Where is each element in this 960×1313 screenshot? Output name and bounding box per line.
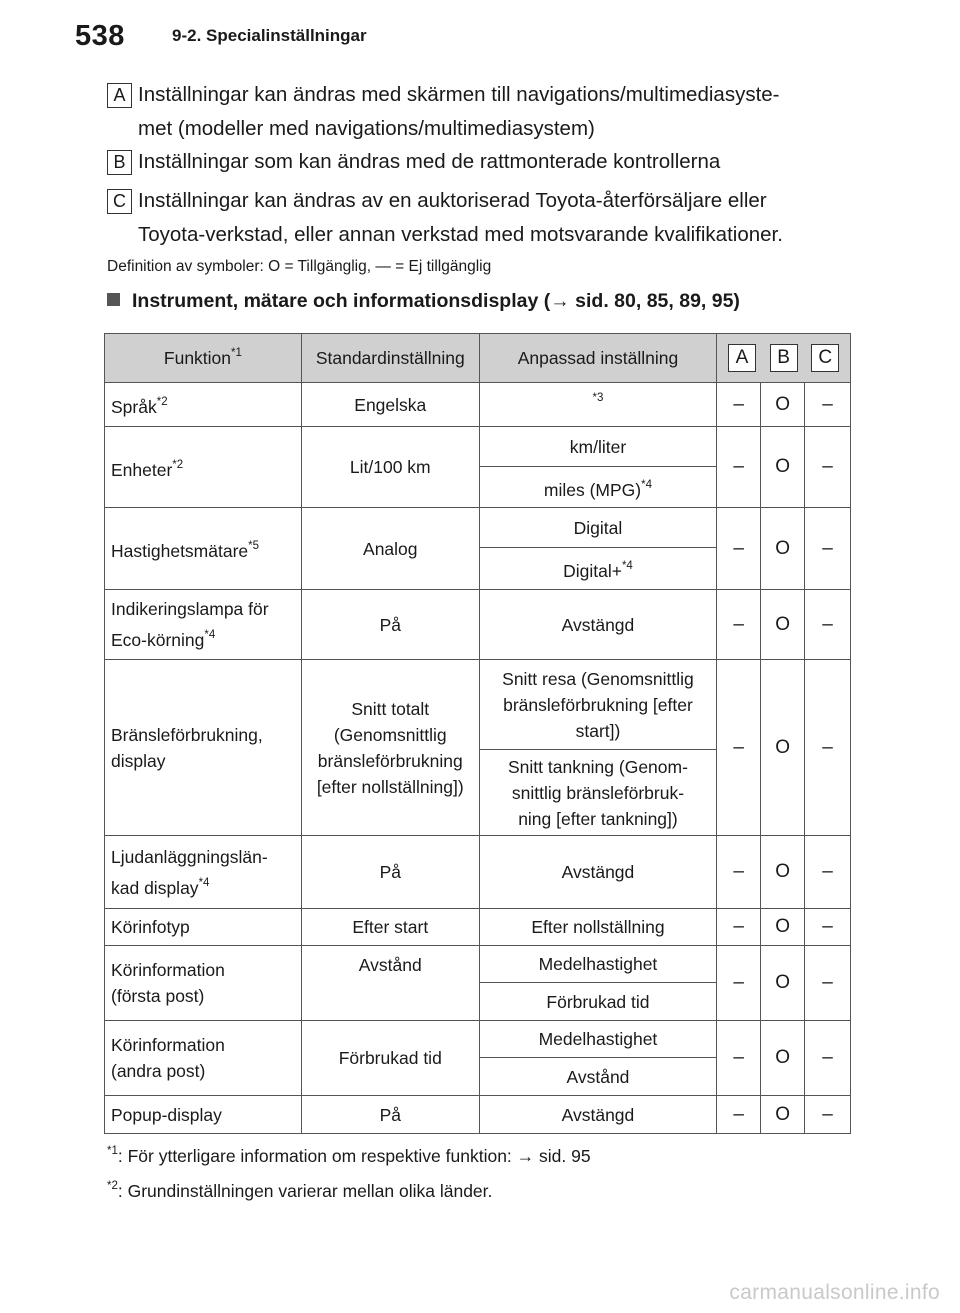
legend-text-line1: Inställningar kan ändras med skärmen till navigations/multimediasyste-: [138, 83, 780, 106]
cell-mark-b: O: [761, 1096, 805, 1134]
cell-function: Bränsleförbrukning, display: [105, 660, 302, 836]
cell-standard: Lit/100 km: [301, 427, 479, 508]
cell-function: Körinformation (första post): [105, 946, 302, 1021]
cell-custom: Medelhastighet: [479, 946, 717, 983]
cell-function: Popup-display: [105, 1096, 302, 1134]
cell-standard: På: [301, 590, 479, 660]
cell-standard: Avstånd: [301, 946, 479, 1021]
table-row: [105, 909, 851, 946]
table-header-row: [105, 334, 851, 383]
settings-table: [104, 333, 851, 1134]
cell-mark-a: –: [717, 909, 761, 946]
cell-mark-c: –: [805, 1021, 851, 1096]
cell-custom: miles (MPG)$^{*4}$: [479, 467, 717, 508]
cell-standard: Snitt totalt (Genomsnittlig bränsleförbrukning [efter nollställning]): [301, 660, 479, 836]
cell-function: Körinfotyp: [105, 909, 302, 946]
cell-mark-c: –: [805, 836, 851, 909]
header-badge-a: A: [728, 344, 756, 372]
cell-mark-a: –: [717, 508, 761, 590]
cell-function: Enheter$^{*2}$: [105, 427, 302, 508]
legend-text-line2: met (modeller med navigations/multimediasystem): [138, 117, 595, 140]
symbol-definition: Definition av symboler: O = Tillgänglig, — = Ej tillgänglig: [107, 258, 492, 275]
footnote-2: $^{*2}$: Grundinställningen varierar mellan olika länder.: [107, 1180, 493, 1201]
cell-mark-b: O: [761, 836, 805, 909]
cell-custom: Digital: [479, 508, 717, 548]
cell-mark-b: O: [761, 427, 805, 508]
cell-mark-c: –: [805, 383, 851, 427]
square-bullet-icon: [107, 293, 120, 306]
legend-text-line1: Inställningar kan ändras av en auktoriserad Toyota-återförsäljare eller: [138, 189, 767, 212]
cell-function: Körinformation (andra post): [105, 1021, 302, 1096]
cell-custom: Förbrukad tid: [479, 983, 717, 1021]
footnote-1: $^{*1}$: För ytterligare information om respektive funktion: → sid. 95: [107, 1145, 591, 1166]
cell-mark-c: –: [805, 909, 851, 946]
cell-custom: Efter nollställning: [479, 909, 717, 946]
header-badge-b: B: [770, 344, 798, 372]
cell-mark-b: O: [761, 909, 805, 946]
cell-mark-b: O: [761, 660, 805, 836]
cell-mark-a: –: [717, 1096, 761, 1134]
cell-mark-a: –: [717, 946, 761, 1021]
legend-text-line1: Inställningar som kan ändras med de rattmonterade kontrollerna: [138, 150, 721, 173]
cell-function: Hastighetsmätare$^{*5}$: [105, 508, 302, 590]
page-number: 538: [75, 20, 125, 52]
cell-mark-a: –: [717, 1021, 761, 1096]
table-row: [105, 1096, 851, 1134]
page-header: [0, 0, 960, 60]
subheading-text: Instrument, mätare och informationsdisplay (→ sid. 80, 85, 89, 95): [132, 290, 740, 312]
cell-function: Språk$^{*2}$: [105, 383, 302, 427]
cell-standard: Efter start: [301, 909, 479, 946]
cell-standard: På: [301, 836, 479, 909]
cell-mark-a: –: [717, 590, 761, 660]
badge-b: B: [107, 150, 132, 175]
header-standard: Standardinställning: [301, 334, 479, 383]
section-title: 9-2. Specialinställningar: [172, 26, 367, 45]
cell-mark-c: –: [805, 946, 851, 1021]
cell-mark-a: –: [717, 660, 761, 836]
cell-mark-c: –: [805, 1096, 851, 1134]
cell-mark-b: O: [761, 508, 805, 590]
cell-custom: Avstånd: [479, 1058, 717, 1096]
table-row: [105, 590, 851, 660]
cell-mark-c: –: [805, 427, 851, 508]
cell-standard: Engelska: [301, 383, 479, 427]
cell-custom: Medelhastighet: [479, 1021, 717, 1058]
cell-custom: Avstängd: [479, 590, 717, 660]
cell-mark-a: –: [717, 836, 761, 909]
table-row: [105, 1021, 851, 1058]
cell-custom: km/liter: [479, 427, 717, 467]
table-row: [105, 427, 851, 467]
cell-standard: Analog: [301, 508, 479, 590]
cell-mark-b: O: [761, 1021, 805, 1096]
table-row: [105, 508, 851, 548]
header-badges: [717, 334, 851, 383]
cell-function: Ljudanläggningslän- kad display$^{*4}$: [105, 836, 302, 909]
header-custom: Anpassad inställning: [479, 334, 717, 383]
legend-item-a: [107, 78, 867, 146]
cell-mark-c: –: [805, 660, 851, 836]
cell-custom: Snitt resa (Genomsnittlig bränsleförbrukning [efter start]): [479, 660, 717, 750]
cell-mark-c: –: [805, 508, 851, 590]
table-row: [105, 660, 851, 750]
cell-function: Indikeringslampa för Eco-körning$^{*4}$: [105, 590, 302, 660]
cell-mark-a: –: [717, 383, 761, 427]
header-badge-c: C: [811, 344, 839, 372]
cell-custom: *3: [479, 383, 717, 427]
subheading: [107, 290, 740, 313]
cell-custom: Snitt tankning (Genom- snittlig bränsleförbruk- ning [efter tankning]): [479, 750, 717, 836]
legend-item-c: [107, 184, 867, 252]
header-function: Funktion$^{*1}$: [105, 334, 302, 383]
legend-item-b: [107, 145, 867, 179]
badge-a: A: [107, 83, 132, 108]
table-row: [105, 946, 851, 983]
table-row: [105, 383, 851, 427]
legend-text-line2: Toyota-verkstad, eller annan verkstad med motsvarande kvalifikationer.: [138, 223, 783, 246]
cell-mark-c: –: [805, 590, 851, 660]
cell-custom: Avstängd: [479, 836, 717, 909]
cell-mark-b: O: [761, 946, 805, 1021]
table-row: [105, 836, 851, 909]
cell-standard: På: [301, 1096, 479, 1134]
cell-standard: Förbrukad tid: [301, 1021, 479, 1096]
badge-c: C: [107, 189, 132, 214]
cell-mark-a: –: [717, 427, 761, 508]
cell-custom: Digital+$^{*4}$: [479, 548, 717, 590]
cell-mark-b: O: [761, 590, 805, 660]
watermark: carmanualsonline.info: [729, 1281, 940, 1304]
cell-custom: Avstängd: [479, 1096, 717, 1134]
cell-mark-b: O: [761, 383, 805, 427]
